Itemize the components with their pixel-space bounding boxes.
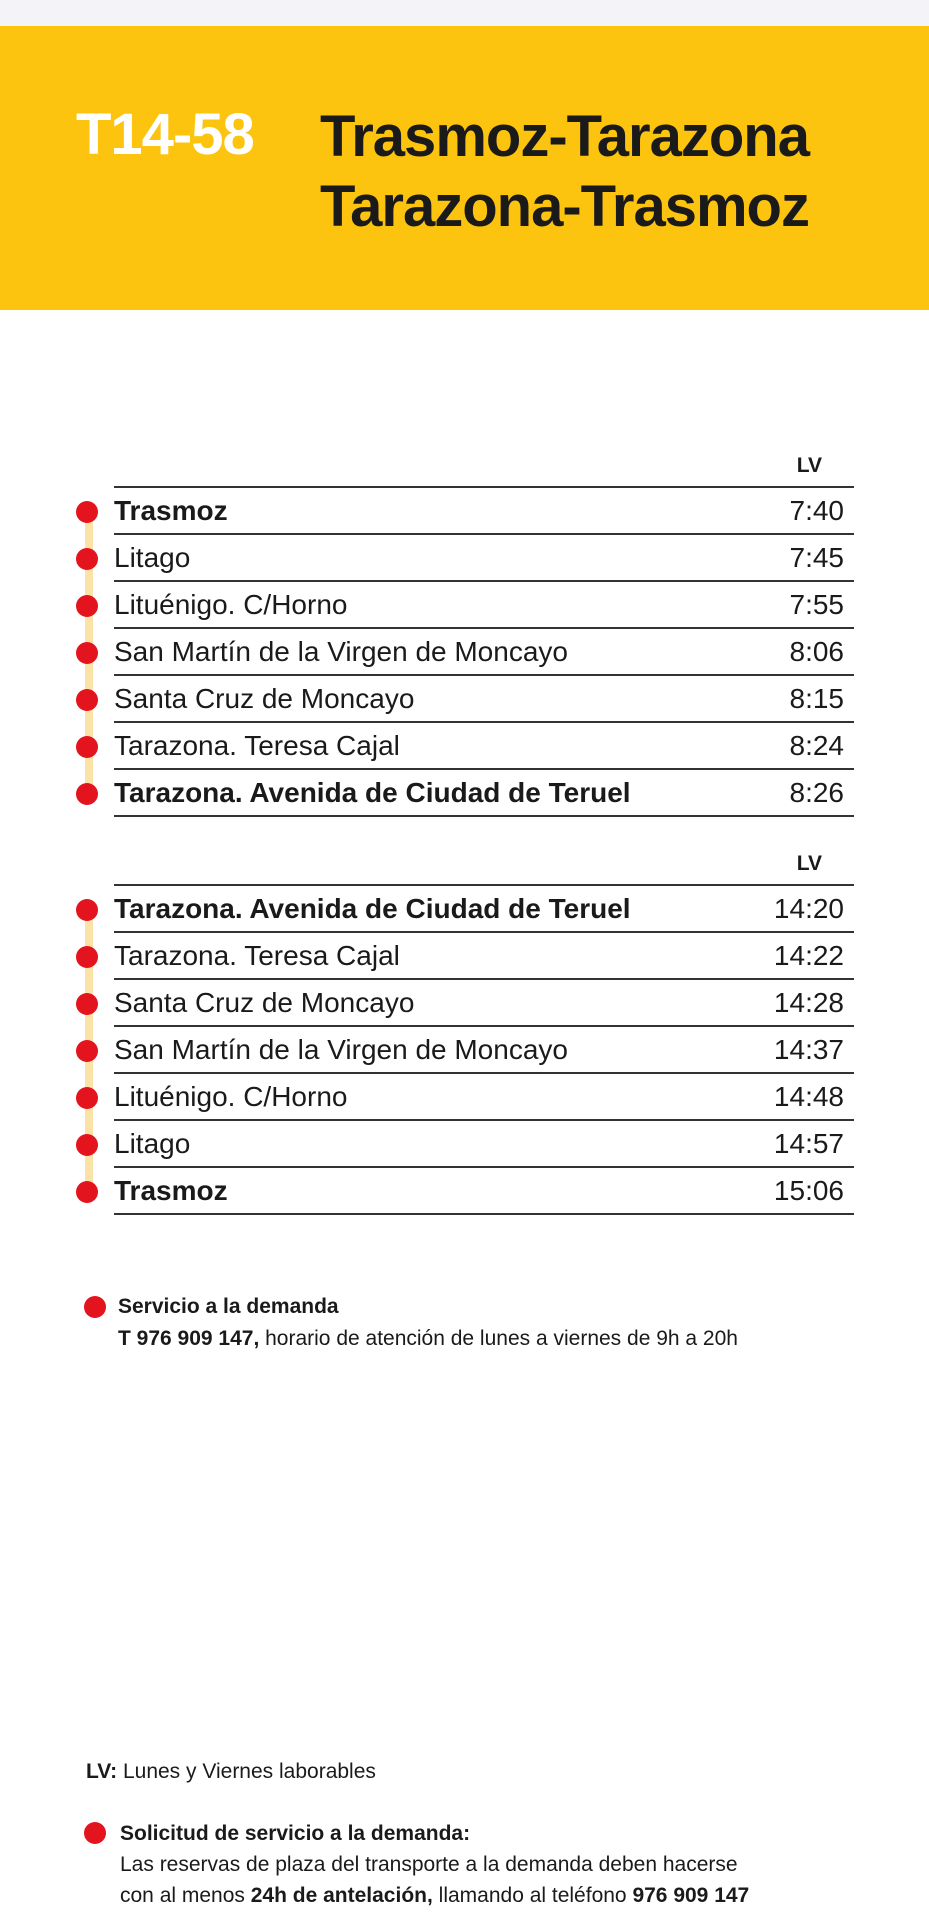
column-label-lv: LV (796, 852, 822, 875)
legend (86, 1760, 376, 1784)
outbound-timetable (114, 446, 854, 817)
request-phone: 976 909 147 (632, 1884, 750, 1907)
stop-dot-icon (76, 1087, 98, 1109)
column-label-lv: LV (796, 454, 822, 477)
stop-dot-icon (76, 946, 98, 968)
on-demand-notice (118, 1295, 738, 1351)
stop-name: Tarazona. Avenida de Ciudad de Teruel (114, 777, 631, 808)
departure-time: 15:06 (773, 1175, 844, 1206)
table-header (114, 844, 854, 886)
timetable-row (114, 676, 854, 723)
legend-code: LV: (86, 1760, 118, 1783)
on-demand-dot-icon (84, 1296, 106, 1318)
timetable-row (114, 1027, 854, 1074)
route-header (0, 26, 929, 310)
on-demand-phone: T 976 909 147, (118, 1327, 260, 1350)
request-notice-period: 24h de antelación, (250, 1884, 433, 1907)
stop-name: Litago (114, 542, 191, 573)
request-text: con al menos (120, 1884, 251, 1907)
stop-name: Litago (114, 1128, 191, 1159)
stop-name: Lituénigo. C/Horno (114, 1081, 348, 1112)
stop-dot-icon (76, 595, 98, 617)
timetable-row (114, 1074, 854, 1121)
departure-time: 14:48 (773, 1081, 844, 1112)
stop-dot-icon (76, 993, 98, 1015)
departure-time: 14:57 (773, 1128, 844, 1159)
departure-time: 14:37 (773, 1034, 844, 1065)
departure-time: 8:15 (789, 683, 844, 714)
stop-dot-icon (76, 1181, 98, 1203)
timetable-row (114, 535, 854, 582)
timetable-row (114, 488, 854, 535)
request-title: Solicitud de servicio a la demanda: (120, 1822, 471, 1845)
legend-text: Lunes y Viernes laborables (117, 1760, 376, 1783)
request-text: llamando al teléfono (432, 1884, 633, 1907)
stop-name: Tarazona. Avenida de Ciudad de Teruel (114, 893, 631, 924)
on-demand-title: Servicio a la demanda (118, 1295, 339, 1318)
status-strip (0, 0, 929, 26)
departure-time: 8:26 (789, 777, 844, 808)
timetable-row (114, 933, 854, 980)
departure-time: 8:06 (789, 636, 844, 667)
stop-dot-icon (76, 548, 98, 570)
stop-name: Tarazona. Teresa Cajal (114, 730, 400, 761)
departure-time: 7:55 (789, 589, 844, 620)
stop-dot-icon (76, 642, 98, 664)
timetable-row (114, 723, 854, 770)
stop-dot-icon (76, 783, 98, 805)
stop-name: Lituénigo. C/Horno (114, 589, 348, 620)
departure-time: 14:20 (773, 893, 844, 924)
stop-name: Trasmoz (114, 1175, 228, 1206)
departure-time: 7:40 (789, 495, 844, 526)
service-request-info (120, 1818, 749, 1911)
departure-time: 14:28 (773, 987, 844, 1018)
stop-dot-icon (76, 1134, 98, 1156)
stop-dot-icon (76, 736, 98, 758)
route-name-outbound: Trasmoz-Tarazona (320, 104, 809, 169)
timetable-row (114, 582, 854, 629)
route-names (320, 102, 809, 242)
inbound-timetable (114, 844, 854, 1215)
request-line-2 (120, 1880, 749, 1911)
stop-name: Santa Cruz de Moncayo (114, 987, 415, 1018)
stop-dot-icon (76, 689, 98, 711)
request-line-1: Las reservas de plaza del transporte a la demanda deben hacerse (120, 1853, 738, 1876)
departure-time: 14:22 (773, 940, 844, 971)
timetable-row (114, 1168, 854, 1215)
on-demand-hours: horario de atención de lunes a viernes de 9h a 20h (259, 1327, 738, 1350)
timetable-row (114, 770, 854, 817)
stop-name: San Martín de la Virgen de Moncayo (114, 1034, 568, 1065)
stop-dot-icon (76, 501, 98, 523)
timetable-row (114, 629, 854, 676)
timetable-row (114, 886, 854, 933)
timetable-row (114, 980, 854, 1027)
stop-name: San Martín de la Virgen de Moncayo (114, 636, 568, 667)
request-dot-icon (84, 1822, 106, 1844)
stop-dot-icon (76, 899, 98, 921)
timetable-row (114, 1121, 854, 1168)
stop-dot-icon (76, 1040, 98, 1062)
table-header (114, 446, 854, 488)
stop-name: Tarazona. Teresa Cajal (114, 940, 400, 971)
stop-name: Santa Cruz de Moncayo (114, 683, 415, 714)
stop-name: Trasmoz (114, 495, 228, 526)
route-name-inbound: Tarazona-Trasmoz (320, 174, 809, 239)
departure-time: 8:24 (789, 730, 844, 761)
on-demand-contact (118, 1327, 738, 1351)
departure-time: 7:45 (789, 542, 844, 573)
route-code: T14-58 (76, 102, 254, 167)
